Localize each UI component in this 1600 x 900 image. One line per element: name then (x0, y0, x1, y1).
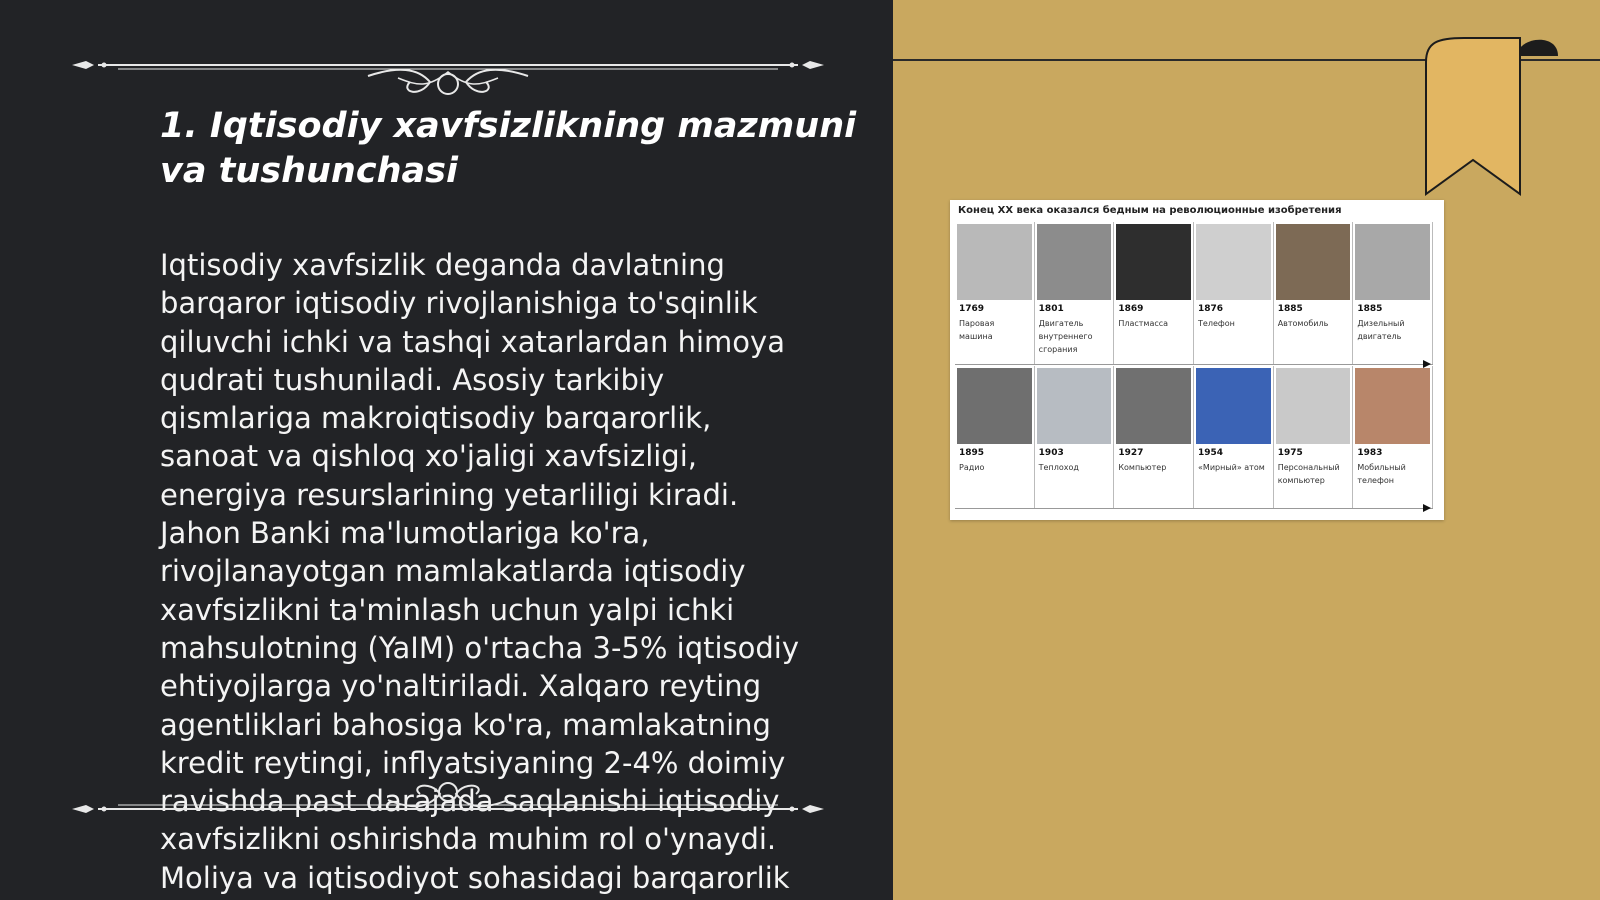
inventions-timeline-image (950, 200, 1444, 520)
figure-cell (1274, 366, 1354, 508)
figure-cell (1353, 366, 1433, 508)
invention-photo (957, 224, 1032, 300)
figure-row-2 (955, 366, 1433, 509)
invention-label: Персональный компьютер (1277, 463, 1340, 485)
invention-year: 1983 (1357, 448, 1383, 458)
invention-label: Паровая машина (959, 319, 995, 341)
invention-label: Телефон (1198, 319, 1235, 328)
invention-photo (1116, 224, 1191, 300)
figure-title: Конец XX века оказался бедным на революционные изобретения (958, 205, 1342, 216)
invention-photo (1196, 368, 1271, 444)
figure-cell (955, 222, 1035, 364)
invention-year: 1895 (959, 448, 985, 458)
invention-photo (1116, 368, 1191, 444)
figure-cell (1194, 222, 1274, 364)
invention-photo (1276, 224, 1351, 300)
invention-label: Дизельный двигатель (1357, 319, 1405, 341)
timeline-arrow-icon (1423, 504, 1431, 512)
top-flourish-ornament (68, 36, 828, 96)
invention-photo (1037, 368, 1112, 444)
figure-cell (1274, 222, 1354, 364)
invention-photo (1196, 224, 1271, 300)
invention-label: Пластмасса (1118, 319, 1169, 328)
invention-photo (1276, 368, 1351, 444)
invention-photo (1037, 224, 1112, 300)
invention-photo (1355, 368, 1430, 444)
slide-title: 1. Iqtisodiy xavfsizlikning mazmuni va tushunchasi (160, 106, 857, 191)
figure-cell (1194, 366, 1274, 508)
invention-year: 1885 (1357, 304, 1383, 314)
invention-year: 1954 (1198, 448, 1224, 458)
slide-body-text: Iqtisodiy xavfsizlik deganda davlatning barqaror iqtisodiy rivojlanishiga to'sqinlik qiluvchi ichki va tashqi xatarlardan himoya qudrati tushuniladi. Asosiy tarkibiy qismlariga makroiqtisodiy barqarorlik, sanoat va qishloq xo'jaligi xavfsizligi, energiya resurslarining yetarliligi kiradi. Jahon Banki ma'lumotlariga ko'ra, rivojlanayotgan mamlakatlarda iqtisodiy xavfsizlikni ta'minlash uchun yalpi ichki mahsulotning (YaIM) o'rtacha 3-5% iqtisodiy ehtiyojlarga yo'naltiriladi. Xalqaro reyting agentliklari bahosiga ko'ra, mamlakatning kredit reytingi, inflyatsiyaning 2-4% doimiy ravishda past darajada saqlanishi iqtisodiy xavfsizlikni oshirishda muhim rol o'ynaydi. Moliya va iqtisodiyot sohasidagi barqarorlik (160, 248, 800, 895)
figure-cell (955, 366, 1035, 508)
invention-label: Мобильный телефон (1357, 463, 1406, 485)
bookmark-ribbon (1408, 36, 1568, 196)
invention-year: 1975 (1277, 448, 1303, 458)
figure-cell (1353, 222, 1433, 364)
invention-label: Теплоход (1038, 463, 1079, 472)
figure-row-1 (955, 222, 1433, 365)
bottom-flourish-ornament (68, 780, 828, 840)
invention-label: «Мирный» атом (1198, 463, 1265, 472)
invention-year: 1927 (1118, 448, 1144, 458)
invention-label: Радио (959, 463, 985, 472)
slide-right-panel (893, 0, 1600, 900)
invention-year: 1869 (1118, 304, 1144, 314)
invention-year: 1876 (1198, 304, 1224, 314)
figure-cell (1114, 222, 1194, 364)
invention-photo (1355, 224, 1430, 300)
figure-cell (1035, 366, 1115, 508)
figure-cell (1035, 222, 1115, 364)
figure-cell (1114, 366, 1194, 508)
invention-year: 1801 (1038, 304, 1064, 314)
invention-photo (957, 368, 1032, 444)
invention-year: 1903 (1038, 448, 1064, 458)
invention-year: 1769 (959, 304, 985, 314)
invention-label: Компьютер (1118, 463, 1167, 472)
invention-label: Автомобиль (1277, 319, 1329, 328)
invention-label: Двигатель внутреннего сгорания (1038, 319, 1093, 354)
invention-year: 1885 (1277, 304, 1303, 314)
